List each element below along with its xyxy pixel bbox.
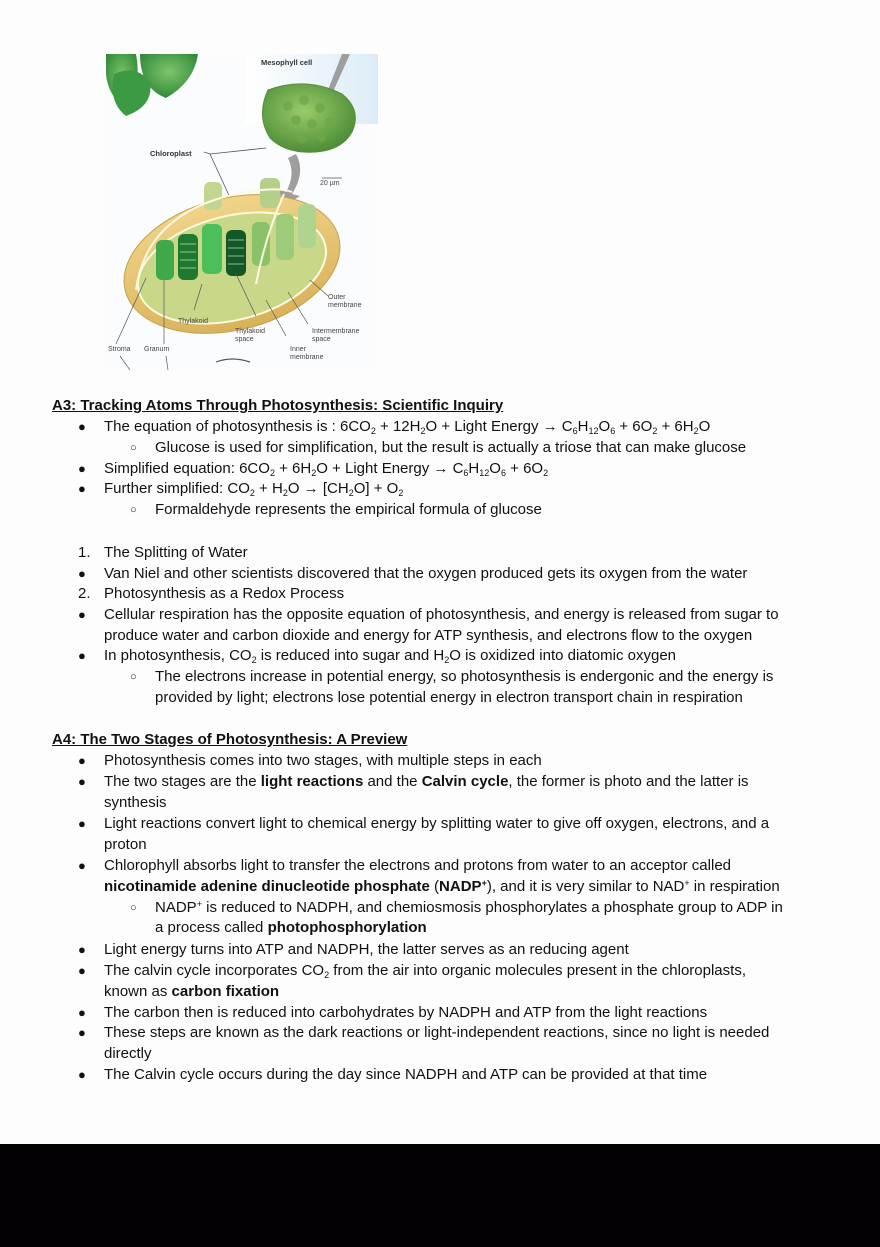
a3-item-redox: Photosynthesis as a Redox Process <box>104 585 345 602</box>
a4-bullet-dark-reactions-l2: directly <box>104 1045 152 1062</box>
bullet-icon: ● <box>78 963 86 978</box>
a4-bullet-stages-names: The two stages are the light reactions and the Calvin cycle, the former is photo and the latter is <box>104 773 749 790</box>
a3-sub-glucose: Glucose is used for simplification, but the result is actually a triose that can make glucose <box>155 439 747 456</box>
bullet-icon: ● <box>78 1025 86 1040</box>
a4-bullet-light-reactions-l2: proton <box>104 836 147 853</box>
a3-bullet-respiration-l2: produce water and carbon dioxide and energy for ATP synthesis, and electrons flow to the oxygen <box>104 627 753 644</box>
list-number: 2. <box>78 585 91 602</box>
sub-bullet-icon: ○ <box>130 442 137 454</box>
a3-bullet-reduced-oxidized: In photosynthesis, $CO_2$ is reduced into sugar and $H_2O$ is oxidized into diatomic oxygen <box>104 647 677 665</box>
a3-bullet-further-simplified: Further simplified: $CO_2 + H_2O \to [CH_2O] + O_2$ <box>104 480 404 498</box>
bottom-black-bar <box>0 1144 880 1247</box>
bullet-icon: ● <box>78 774 86 789</box>
section-a4-heading: A4: The Two Stages of Photosynthesis: A Preview <box>52 731 408 748</box>
a3-sub-electrons-l1: The electrons increase in potential energy, so photosynthesis is endergonic and the energy is <box>155 668 774 685</box>
sub-bullet-icon: ○ <box>130 671 137 683</box>
a4-bullet-chlorophyll-l1: Chlorophyll absorbs light to transfer the electrons and protons from water to an acceptor called <box>104 857 731 874</box>
label-thylakoid: Thylakoid <box>178 318 208 325</box>
a3-bullet-equation: The equation of photosynthesis is : $6CO_2 + 12H_2O$ + Light Energy → $C_6H_{12}O_6 + 6O_2 + 6H_2O$ <box>104 418 711 436</box>
a4-bullet-chlorophyll-l2: nicotinamide adenine dinucleotide phosphate (NADP+), and it is very similar to NAD+ in respiration <box>104 878 780 895</box>
a3-sub-formaldehyde: Formaldehyde represents the empirical formula of glucose <box>155 501 542 518</box>
sub-bullet-icon: ○ <box>130 902 137 914</box>
chloroplast-illustration <box>106 54 378 370</box>
bullet-icon: ● <box>78 942 86 957</box>
a3-item-splitting-water: The Splitting of Water <box>104 544 248 561</box>
a4-bullet-light-reactions-l1: Light reactions convert light to chemical energy by splitting water to give off oxygen, electrons, and a <box>104 815 770 832</box>
a3-bullet-simplified: Simplified equation: $6CO_2 + 6H_2O$ + Light Energy → $C_6H_{12}O_6 + 6O_2$ <box>104 460 549 478</box>
sub-bullet-icon: ○ <box>130 504 137 516</box>
a3-bullet-van-niel: Van Niel and other scientists discovered that the oxygen produced gets its oxygen from the water <box>104 565 748 582</box>
label-scale-bar: 20 µm <box>320 180 340 187</box>
label-thylakoid-space: Thylakoid space <box>235 328 265 343</box>
bullet-icon: ● <box>78 1005 86 1020</box>
a4-sub-nadp-l1: NADP+ is reduced to NADPH, and chemiosmosis phosphorylates a phosphate group to ADP in <box>155 899 783 916</box>
label-chloroplast: Chloroplast <box>150 149 192 158</box>
a4-bullet-carbon-reduced: The carbon then is reduced into carbohydrates by NADPH and ATP from the light reactions <box>104 1004 708 1021</box>
label-stroma: Stroma <box>108 346 131 353</box>
label-inner-membrane: Inner membrane <box>290 346 324 361</box>
bullet-icon: ● <box>78 1067 86 1082</box>
label-outer-membrane: Outer membrane <box>328 294 362 309</box>
bullet-icon: ● <box>78 461 86 476</box>
bullet-icon: ● <box>78 648 86 663</box>
a4-bullet-light-energy: Light energy turns into ATP and NADPH, the latter serves as an reducing agent <box>104 941 629 958</box>
a4-bullet-dark-reactions-l1: These steps are known as the dark reactions or light-independent reactions, since no light is needed <box>104 1024 770 1041</box>
bullet-icon: ● <box>78 607 86 622</box>
a4-bullet-calvin-day: The Calvin cycle occurs during the day since NADPH and ATP can be provided at that time <box>104 1066 708 1083</box>
chloroplast-diagram <box>106 54 378 370</box>
section-a3-heading: A3: Tracking Atoms Through Photosynthesis: Scientific Inquiry <box>52 397 504 414</box>
bullet-icon: ● <box>78 481 86 496</box>
a4-sub-nadp-l2: a process called photophosphorylation <box>155 919 427 936</box>
bullet-icon: ● <box>78 816 86 831</box>
a4-bullet-two-stages: Photosynthesis comes into two stages, with multiple steps in each <box>104 752 542 769</box>
bullet-icon: ● <box>78 566 86 581</box>
a4-bullet-calvin-co2-l2: known as carbon fixation <box>104 983 280 1000</box>
label-mesophyll-cell: Mesophyll cell <box>261 58 313 67</box>
list-number: 1. <box>78 544 91 561</box>
a3-sub-electrons-l2: provided by light; electrons lose potential energy in electron transport chain in respiration <box>155 689 743 706</box>
bullet-icon: ● <box>78 753 86 768</box>
a4-bullet-calvin-co2-l1: The calvin cycle incorporates $CO_2$ from the air into organic molecules present in the chloroplasts, <box>104 962 746 980</box>
a3-bullet-respiration-l1: Cellular respiration has the opposite equation of photosynthesis, and energy is released from sugar to <box>104 606 779 623</box>
bullet-icon: ● <box>78 858 86 873</box>
label-intermembrane-space: Intermembrane space <box>312 328 360 343</box>
label-granum: Granum <box>144 346 170 353</box>
bullet-icon: ● <box>78 419 86 434</box>
a4-bullet-stages-names-l2: synthesis <box>104 794 167 811</box>
